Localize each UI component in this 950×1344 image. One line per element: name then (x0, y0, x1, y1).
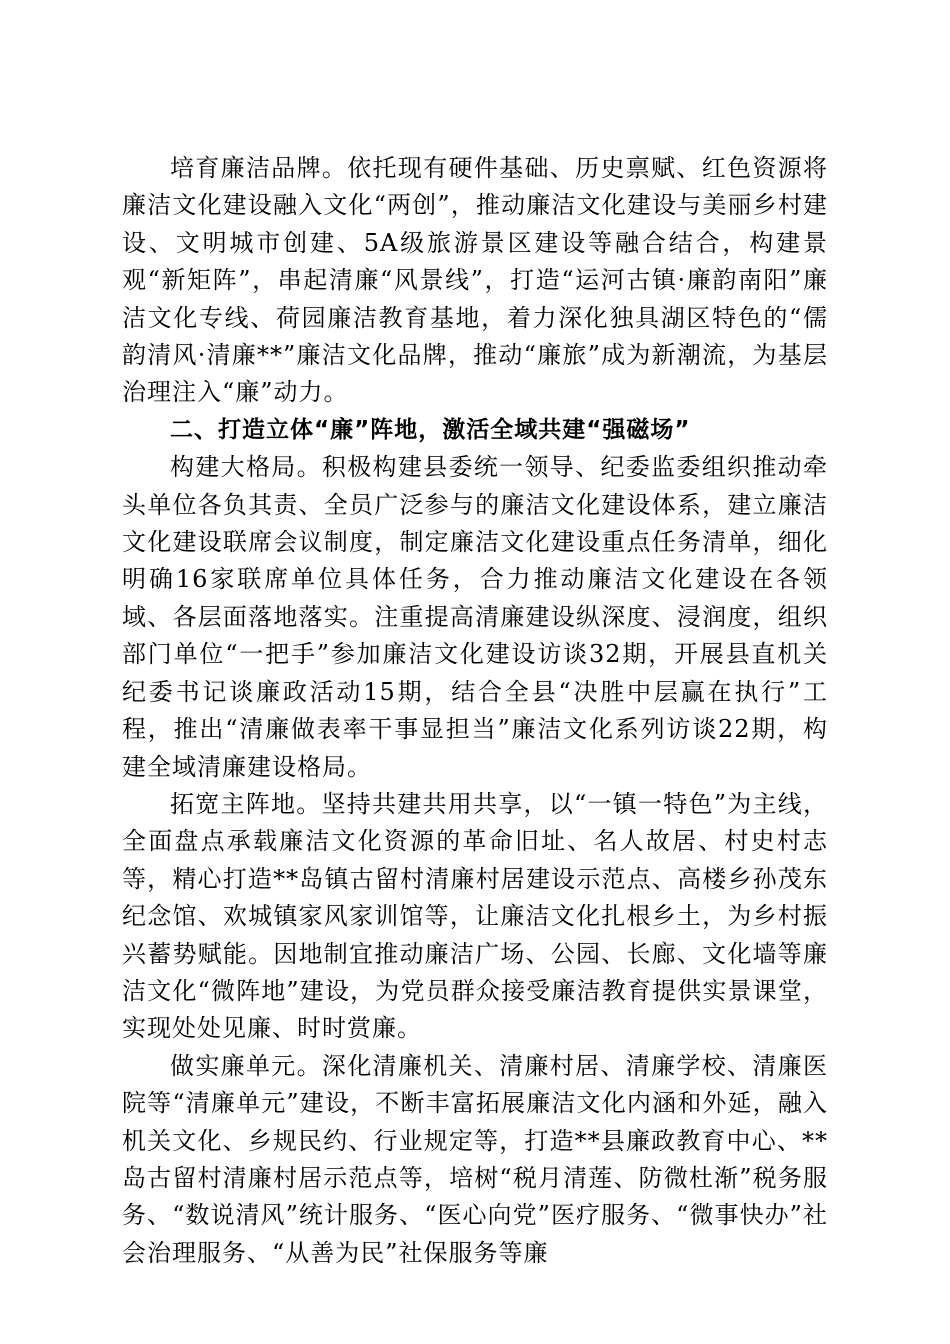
paragraph-cultivate-brand: 培育廉洁品牌。依托现有硬件基础、历史禀赋、红色资源将廉洁文化建设融入文化“两创”，推动廉洁文化建设与美丽乡村建设、文明城市创建、5A级旅游景区建设等融合结合，构建景观“新矩阵”，串起清廉“风景线”，打造“运河古镇·廉韵南阳”廉洁文化专线、荷园廉洁教育基地，着力深化独具湖区特色的“儒韵清风·清廉**”廉洁文化品牌，推动“廉旅”成为新潮流，为基层治理注入“廉”动力。 (122, 154, 828, 407)
paragraph-build-pattern: 构建大格局。积极构建县委统一领导、纪委监委组织推动牵头单位各负其责、全员广泛参与的廉洁文化建设体系，建立廉洁文化建设联席会议制度，制定廉洁文化建设重点任务清单，细化明确16家联席单位具体任务，合力推动廉洁文化建设在各领域、各层面落地落实。注重提高清廉建设纵深度、浸润度，组织部门单位“一把手”参加廉洁文化建设访谈32期，开展县直机关纪委书记谈廉政活动15期，结合全县“决胜中层赢在执行”工程，推出“清廉做表率干事显担当”廉洁文化系列访谈22期，构建全域清廉建设格局。 (122, 453, 828, 781)
document-body (122, 150, 828, 1272)
paragraph-clean-units: 做实廉单元。深化清廉机关、清廉村居、清廉学校、清廉医院等“清廉单元”建设，不断丰富拓展廉洁文化内涵和外延，融入机关文化、乡规民约、行业规定等，打造**县廉政教育中心、**岛古留村清廉村居示范点等，培树“税月清莲、防微杜渐”税务服务、“数说清风”统计服务、“医心向党”医疗服务、“微事快办”社会治理服务、“从善为民”社保服务等廉 (122, 1051, 828, 1267)
section-heading-2: 二、打造立体“廉”阵地，激活全域共建“强磁场” (170, 416, 691, 443)
paragraph-expand-positions: 拓宽主阵地。坚持共建共用共享，以“一镇一特色”为主线，全面盘点承载廉洁文化资源的革命旧址、名人故居、村史村志等，精心打造**岛镇古留村清廉村居建设示范点、高楼乡孙茂东纪念馆、欢城镇家风家训馆等，让廉洁文化扎根乡土，为乡村振兴蓄势赋能。因地制宜推动廉洁广场、公园、长廊、文化墙等廉洁文化“微阵地”建设，为党员群众接受廉洁教育提供实景课堂，实现处处见廉、时时赏廉。 (122, 789, 828, 1043)
